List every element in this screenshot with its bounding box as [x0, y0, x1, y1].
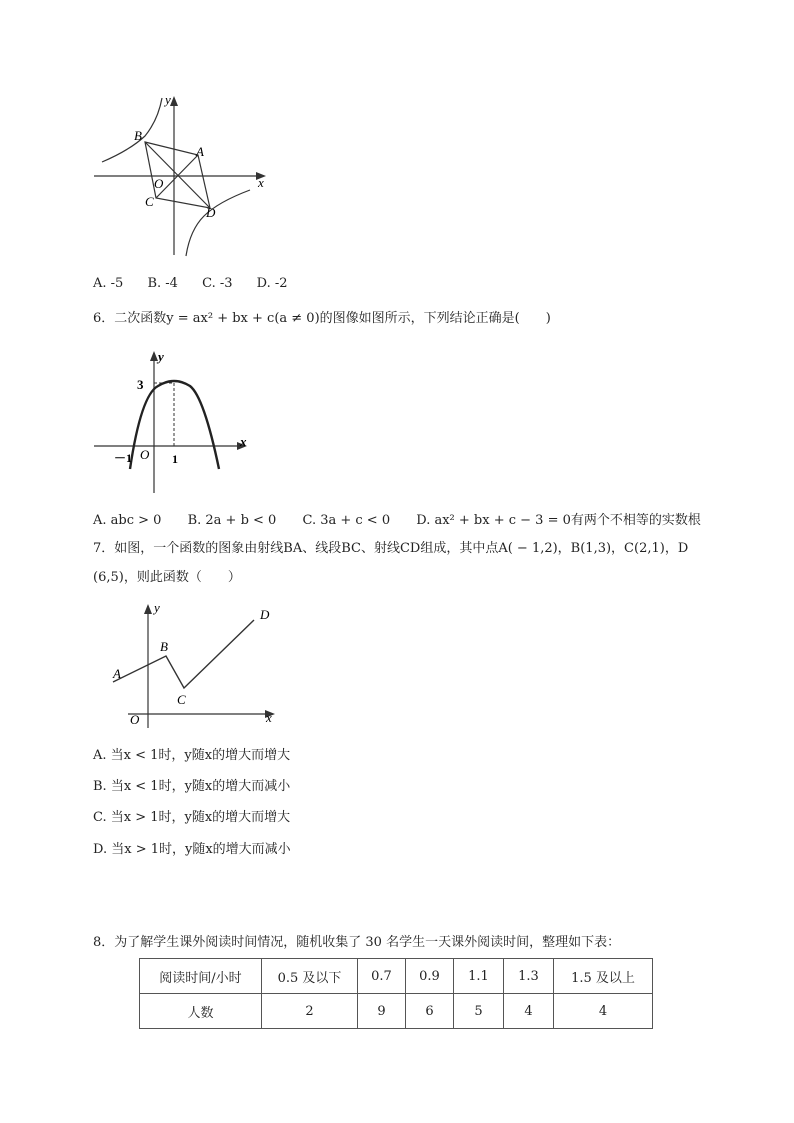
- table-header-cell: 1.3: [504, 959, 554, 994]
- table-header-cell: 0.5 及以下: [262, 959, 358, 994]
- q7-y-arrow: [144, 604, 152, 614]
- q6-y-arrow: [150, 351, 158, 361]
- q7-label-b: B: [160, 639, 168, 654]
- table-cell: 2: [262, 994, 358, 1029]
- table-header-cell: 1.5 及以上: [554, 959, 653, 994]
- q6-label-y: y: [158, 349, 164, 364]
- q7-graph: [113, 620, 254, 688]
- q6-option-d[interactable]: D. ax² + bx + c − 3 = 0有两个不相等的实数根: [416, 513, 701, 528]
- q7-figure: [108, 600, 288, 730]
- q5-label-a: A: [196, 144, 204, 159]
- q5-label-o: O: [154, 176, 164, 191]
- q6-stem: 6．二次函数y = ax² + bx + c(a ≠ 0)的图像如图所示，下列结论正确是( ): [93, 311, 551, 326]
- q5-option-a[interactable]: A. -5: [93, 276, 124, 291]
- q5-figure: [90, 90, 280, 260]
- q8-stem: 8．为了解学生课外阅读时间情况，随机收集了 30 名学生一天课外阅读时间，整理如下表：: [93, 935, 621, 950]
- q6-figure: [90, 345, 260, 495]
- table-cell: 人数: [140, 994, 262, 1029]
- q7-label-a: A: [113, 666, 121, 681]
- q7-stem-line1: 7．如图，一个函数的图象由射线BA、线段BC、射线CD组成，其中点A( − 1,2)，B(1,3)，C(2,1)，D: [93, 541, 689, 556]
- q7-option-d[interactable]: D. 当x > 1时，y随x的增大而减小: [93, 842, 291, 857]
- q6-option-a[interactable]: A. abc > 0: [93, 513, 162, 528]
- q5-option-d[interactable]: D. -2: [256, 276, 288, 291]
- q7-stem-line2: (6,5)，则此函数（ ）: [93, 570, 241, 585]
- q8-table: [139, 958, 653, 1029]
- table-cell: 4: [554, 994, 653, 1029]
- q5-hyperbola-left: [102, 98, 162, 162]
- q7-option-a[interactable]: A. 当x < 1时，y随x的增大而增大: [93, 748, 291, 763]
- q5-label-d: D: [206, 205, 216, 220]
- q6-option-c[interactable]: C. 3a + c < 0: [302, 513, 391, 528]
- q5-label-c: C: [145, 194, 154, 209]
- table-cell: 5: [454, 994, 504, 1029]
- q7-label-o: O: [130, 712, 140, 727]
- q5-label-x: x: [258, 175, 264, 190]
- table-header-cell: 阅读时间/小时: [140, 959, 262, 994]
- q7-label-c: C: [177, 692, 186, 707]
- table-row: [140, 994, 653, 1029]
- q5-hyperbola-right: [186, 190, 250, 256]
- q6-label-o: O: [140, 447, 150, 462]
- q7-label-x: x: [266, 710, 272, 725]
- q5-option-c[interactable]: C. -3: [202, 276, 233, 291]
- q6-label-neg1: －1: [114, 451, 133, 465]
- q6-option-b[interactable]: B. 2a + b < 0: [187, 513, 277, 528]
- q5-y-arrow: [170, 96, 178, 106]
- q6-options: [93, 509, 701, 528]
- table-cell: 9: [358, 994, 406, 1029]
- q7-option-b[interactable]: B. 当x < 1时，y随x的增大而减小: [93, 779, 291, 794]
- table-cell: 4: [504, 994, 554, 1029]
- table-header-cell: 1.1: [454, 959, 504, 994]
- q6-label-3: 3: [137, 377, 144, 392]
- q7-label-d: D: [260, 607, 270, 622]
- q7-label-y: y: [154, 600, 160, 615]
- q7-option-c[interactable]: C. 当x > 1时，y随x的增大而增大: [93, 810, 291, 825]
- q5-options: [93, 276, 308, 291]
- q6-label-x: x: [240, 434, 247, 449]
- q6-label-1: 1: [172, 452, 178, 466]
- q5-option-b[interactable]: B. -4: [147, 276, 178, 291]
- table-cell: 6: [406, 994, 454, 1029]
- table-header-cell: 0.9: [406, 959, 454, 994]
- table-header-cell: 0.7: [358, 959, 406, 994]
- q5-label-b: B: [134, 128, 142, 143]
- table-row: [140, 959, 653, 994]
- q5-label-y: y: [165, 92, 171, 107]
